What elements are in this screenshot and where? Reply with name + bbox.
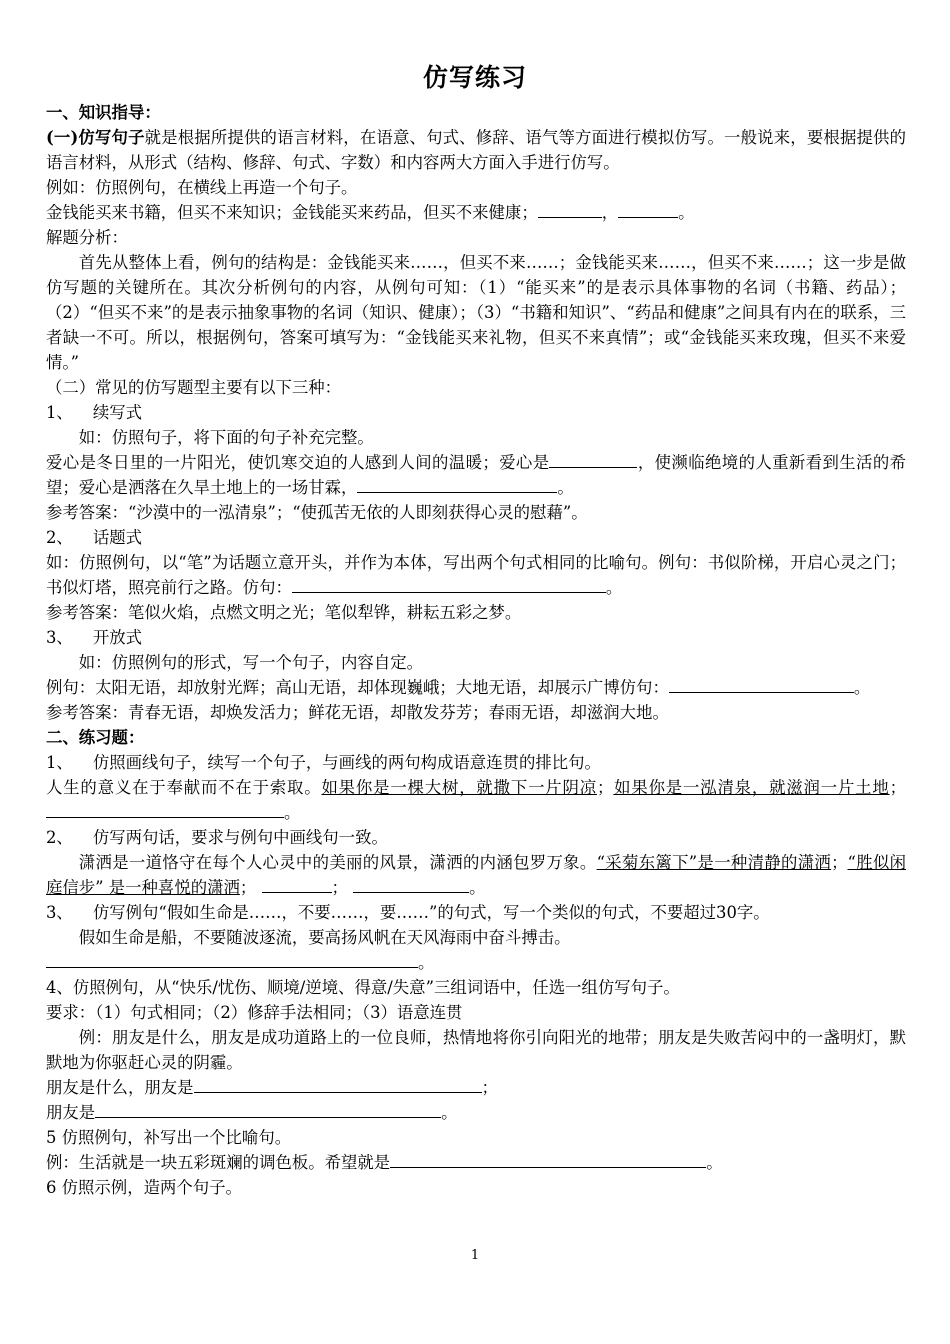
answer-blank[interactable] xyxy=(549,450,637,468)
q4-line1: 朋友是什么，朋友是 ； xyxy=(46,1075,906,1100)
q2-text: 潇洒是一道恪守在每个人心灵中的美丽的风景，潇洒的内涵包罗万象。“采菊东篱下”是一种清静的潇洒；“胜似闲庭信步” 是一种喜悦的潇洒； ； 。 xyxy=(46,853,907,897)
type3-answer: 参考答案：青春无语，却焕发活力；鲜花无语，却散发芬芳；春雨无语，却滋润大地。 xyxy=(46,703,669,722)
answer-blank[interactable] xyxy=(262,875,332,893)
q4-prompt: 4、仿照例句，从“快乐/忧伤、顺境/逆境、得意/失意”三组词语中，任选一组仿写句子。 xyxy=(46,978,680,997)
section-heading-exercises: 二、练习题： xyxy=(46,728,145,747)
q5-question: 例：生活就是一块五彩斑斓的调色板。希望就是 。 xyxy=(46,1150,906,1175)
page-number: 1 xyxy=(470,1248,480,1263)
answer-blank[interactable] xyxy=(292,575,606,593)
underlined-sentence: 如果你是一泓清泉，就滋润一片土地 xyxy=(613,778,890,797)
analysis-text: 首先从整体上看，例句的结构是：金钱能买来……，但买不来……；金钱能买来……，但买不来……；这一步是做仿写题的关键所在。其次分析例句的内容，从例句可知：（1）“能买来”的是表示具体事物的名词（书籍、药品）；（2）“但买不来”的是表示抽象事物的名词（知识、健康）；（3）“书籍和知识”、“药品和健康”之间具有内在的联系，三者缺一不可。所以，根据例句，答案可填写为：“金钱能买来礼物，但买不来真情”；或“金钱能买来玫瑰，但买不来爱情。” xyxy=(46,253,906,372)
q4-line2: 朋友是 。 xyxy=(46,1100,906,1125)
answer-blank[interactable] xyxy=(390,1150,706,1168)
q3-example: 假如生命是船，不要随波逐流，要高扬风帆在天风海雨中奋斗搏击。 xyxy=(78,928,571,947)
q5-prompt: 5 仿照例句，补写出一个比喻句。 xyxy=(46,1128,292,1147)
answer-blank[interactable] xyxy=(194,1075,482,1093)
answer-blank[interactable] xyxy=(538,200,602,218)
term-imitation: 仿写句子 xyxy=(78,128,145,147)
q1-prompt: 1、 仿照画线句子，续写一个句子，与画线的两句构成语意连贯的排比句。 xyxy=(46,753,601,772)
type1-question: 爱心是冬日里的一片阳光，使饥寒交迫的人感到人间的温暖；爱心是 ，使濒临绝境的人重新看到生活的希望；爱心是洒落在久旱土地上的一场甘霖， 。 xyxy=(46,450,906,500)
answer-blank[interactable] xyxy=(353,875,469,893)
type1-prompt: 如：仿照句子，将下面的句子补充完整。 xyxy=(78,428,374,447)
answer-blank[interactable] xyxy=(618,200,678,218)
q4-requirements: 要求：（1）句式相同；（2）修辞手法相同；（3）语意连贯 xyxy=(46,1003,463,1022)
type1-answer: 参考答案：“沙漠中的一泓清泉”；“使孤苦无依的人即刻获得心灵的慰藉”。 xyxy=(46,503,588,522)
answer-blank[interactable] xyxy=(46,800,284,818)
q3-prompt: 3、 仿写例句“假如生命是……，不要……，要……”的句式，写一个类似的句式，不要超过30字。 xyxy=(46,903,770,922)
q1-text: 人生的意义在于奉献而不在于索取。如果你是一棵大树，就撒下一片阴凉；如果你是一泓清泉，就滋润一片土地； 。 xyxy=(46,778,907,822)
type2-heading: 2、 话题式 xyxy=(46,528,142,547)
underlined-sentence: “胜似闲庭信步” 是一种喜悦的潇洒 xyxy=(46,853,907,897)
example-sentence: 金钱能买来书籍，但买不来知识；金钱能买来药品，但买不来健康； ， 。 xyxy=(46,200,906,225)
types-heading: （二）常见的仿写题型主要有以下三种： xyxy=(46,378,342,397)
type2-question: 如：仿照例句，以“笔”为话题立意开头，并作为本体，写出两个句式相同的比喻句。例句：书似阶梯，开启心灵之门；书似灯塔，照亮前行之路。仿句： 。 xyxy=(46,553,906,597)
type3-prompt: 如：仿照例句的形式，写一个句子，内容自定。 xyxy=(78,653,423,672)
answer-blank[interactable] xyxy=(669,675,854,693)
page-title: 仿写练习 xyxy=(422,63,527,92)
type1-heading: 1、 续写式 xyxy=(46,403,142,422)
underlined-sentence: “采菊东篱下”是一种清静的潇洒 xyxy=(596,853,832,872)
q4-example: 例：朋友是什么，朋友是成功道路上的一位良师，热情地将你引向阳光的地带；朋友是失败苦闷中的一盏明灯，默默地为你驱赶心灵的阴霾。 xyxy=(46,1028,906,1072)
answer-blank[interactable] xyxy=(357,475,557,493)
q6-prompt: 6 仿照示例，造两个句子。 xyxy=(46,1178,242,1197)
analysis-label: 解题分析： xyxy=(46,228,128,247)
example-intro: 例如：仿照例句，在横线上再造一个句子。 xyxy=(46,178,358,197)
underlined-sentence: 如果你是一棵大树，就撒下一片阴凉 xyxy=(321,778,597,797)
paragraph-definition: (一)仿写句子就是根据所提供的语言材料，在语意、句式、修辞、语气等方面进行模拟仿写。一般说来，要根据提供的语言材料，从形式（结构、修辞、句式、字数）和内容两大方面入手进行仿写。 xyxy=(46,128,907,172)
document-body xyxy=(46,100,906,1200)
section-heading-knowledge: 一、知识指导： xyxy=(46,103,161,122)
type2-answer: 参考答案：笔似火焰，点燃文明之光；笔似犁铧，耕耘五彩之梦。 xyxy=(46,603,522,622)
answer-blank[interactable] xyxy=(95,1100,441,1118)
q2-prompt: 2、 仿写两句话，要求与例句中画线句一致。 xyxy=(46,828,388,847)
type3-question: 例句：太阳无语，却放射光辉；高山无语，却体现巍峨；大地无语，却展示广博仿句： 。 xyxy=(46,675,906,700)
answer-blank[interactable] xyxy=(46,950,418,968)
q3-answer-line: 。 xyxy=(46,950,906,975)
type3-heading: 3、 开放式 xyxy=(46,628,142,647)
